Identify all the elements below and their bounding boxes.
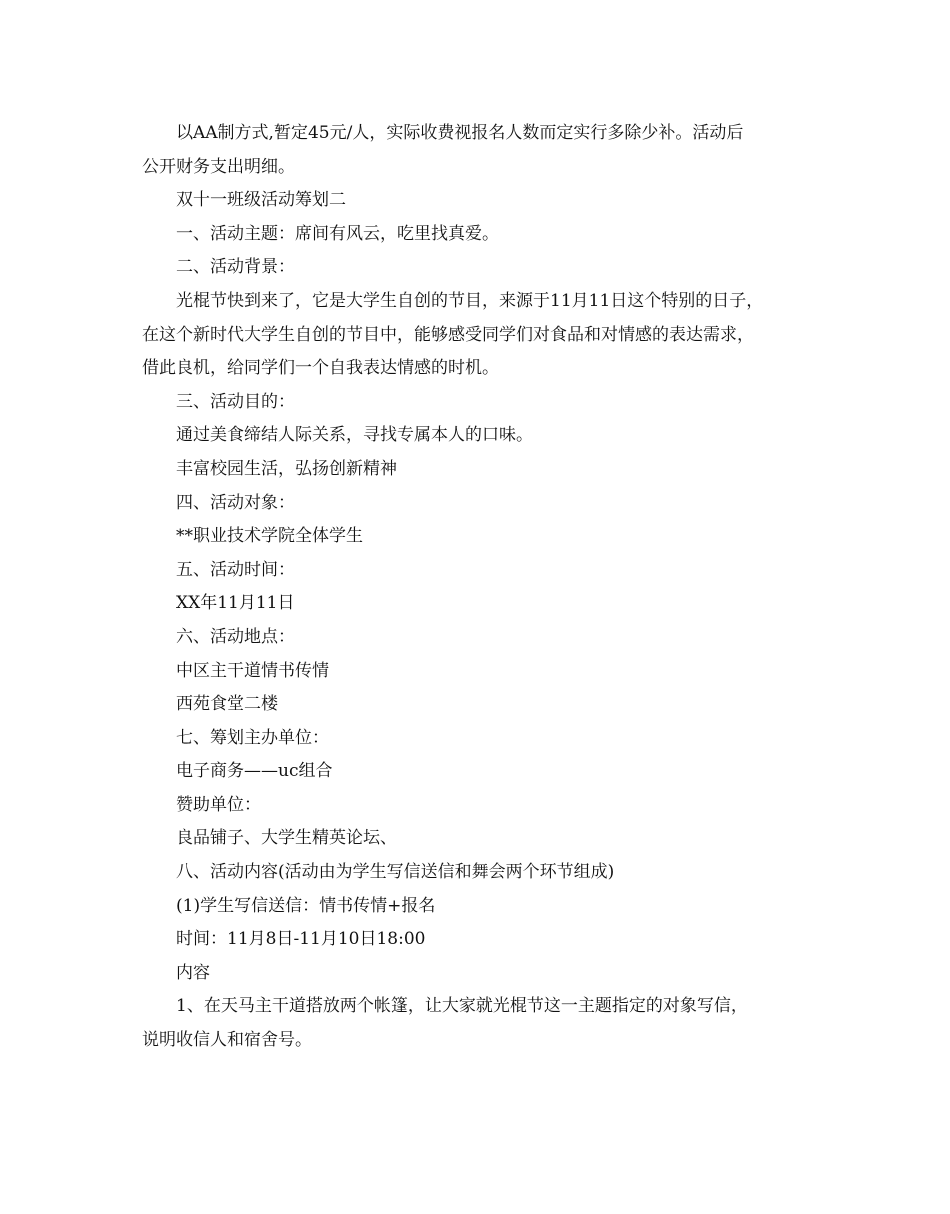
text-line: **职业技术学院全体学生 xyxy=(176,526,363,547)
text-line: 公开财务支出明细。 xyxy=(142,156,295,177)
paragraph-step-1-item-1 xyxy=(142,990,812,1057)
text-line: 五、活动时间： xyxy=(176,559,295,580)
paragraph-place-heading xyxy=(142,621,812,655)
paragraph-title-2 xyxy=(142,184,812,218)
paragraph-target xyxy=(142,520,812,554)
text-line: (1)学生写信送信：情书传情+报名 xyxy=(176,895,436,916)
text-line: XX年11月11日 xyxy=(176,593,295,614)
text-line: 光棍节快到来了，它是大学生自创的节目，来源于11月11日这个特别的日子， xyxy=(176,290,764,311)
paragraph-purpose-heading xyxy=(142,386,812,420)
text-line: 电子商务——uc组合 xyxy=(176,761,333,782)
paragraph-organizer-heading xyxy=(142,722,812,756)
paragraph-sponsor-heading xyxy=(142,789,812,823)
paragraph-fee xyxy=(142,117,812,184)
paragraph-step-1-time xyxy=(142,923,812,957)
text-line: 西苑食堂二楼 xyxy=(176,694,278,715)
text-line: 二、活动背景： xyxy=(176,257,295,278)
text-line: 1、在天马主干道搭放两个帐篷，让大家就光棍节这一主题指定的对象写信， xyxy=(176,996,748,1017)
paragraph-step-1 xyxy=(142,890,812,924)
document-body xyxy=(142,117,812,1058)
text-line: 赞助单位： xyxy=(176,794,261,815)
text-line: 丰富校园生活，弘扬创新精神 xyxy=(176,458,397,479)
text-line: 说明收信人和宿舍号。 xyxy=(142,1030,312,1051)
paragraph-background-heading xyxy=(142,251,812,285)
paragraph-place-1 xyxy=(142,655,812,689)
text-line: 以AA制方式,暂定45元/人，实际收费视报名人数而定实行多除少补。活动后 xyxy=(176,123,744,143)
paragraph-background xyxy=(142,285,812,386)
paragraph-place-2 xyxy=(142,688,812,722)
paragraph-theme xyxy=(142,218,812,252)
paragraph-step-1-content-label xyxy=(142,957,812,991)
text-line: 七、筹划主办单位： xyxy=(176,727,329,748)
paragraph-purpose-2 xyxy=(142,453,812,487)
paragraph-content-heading xyxy=(142,856,812,890)
text-line: 八、活动内容(活动由为学生写信送信和舞会两个环节组成) xyxy=(176,862,615,883)
text-line: 良品铺子、大学生精英论坛、 xyxy=(176,828,397,849)
text-line: 六、活动地点： xyxy=(176,626,295,647)
text-line: 中区主干道情书传情 xyxy=(176,660,329,681)
text-line: 时间：11月8日-11月10日18:00 xyxy=(176,929,426,950)
paragraph-target-heading xyxy=(142,487,812,521)
paragraph-sponsor xyxy=(142,822,812,856)
text-line: 通过美食缔结人际关系，寻找专属本人的口味。 xyxy=(176,425,533,446)
paragraph-organizer xyxy=(142,755,812,789)
text-line: 内容 xyxy=(176,962,210,983)
text-line: 在这个新时代大学生自创的节目中，能够感受同学们对食品和对情感的表达需求， xyxy=(142,324,754,345)
text-line: 三、活动目的： xyxy=(176,391,295,412)
paragraph-time-heading xyxy=(142,554,812,588)
paragraph-purpose-1 xyxy=(142,419,812,453)
text-line: 借此良机，给同学们一个自我表达情感的时机。 xyxy=(142,358,499,379)
text-line: 双十一班级活动筹划二 xyxy=(176,190,346,211)
text-line: 一、活动主题：席间有风云，吃里找真爱。 xyxy=(176,223,499,244)
paragraph-time xyxy=(142,587,812,621)
text-line: 四、活动对象： xyxy=(176,492,295,513)
